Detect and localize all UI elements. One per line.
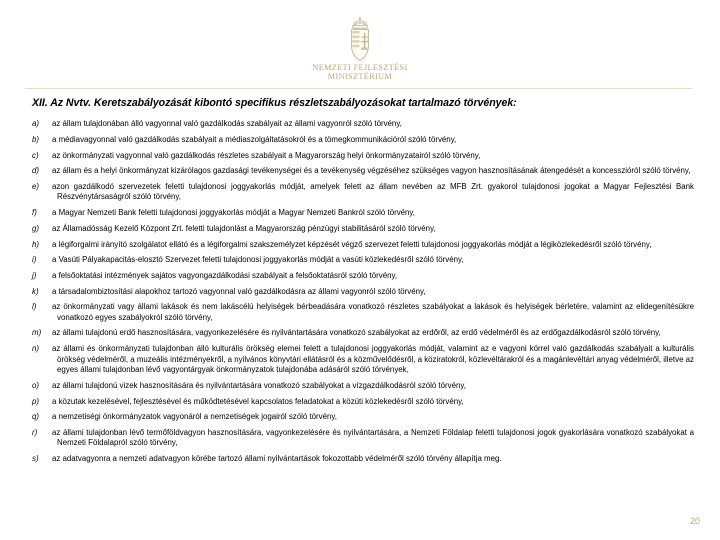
list-item-marker: a): [32, 119, 40, 129]
list-item: [32, 224, 694, 235]
ministry-logo: [0, 16, 720, 82]
list-item-marker: b): [32, 134, 40, 144]
list-item-text: az állami és önkormányzati tulajdonban álló kulturális örökség elemei felett a tulajdonosi joggyakorlás módját, valamint az e vagyoni körrel való gazdálkodás szabályait a kulturális örökség védelméről, a muzeális intézményekről, a nyilvános könyvtári ellátásról és a közművelődésről, a köziratokról, közlevéltárakról és a magánlevéltári anyag védelméről, illetve az egyes állami tulajdonban lévő vagyontárgyak önkormányzatok tulajdonába adásáról szóló törvények,: [52, 344, 694, 375]
page-number: 20: [689, 516, 700, 526]
list-item: [32, 454, 694, 465]
list-item-text: a közutak kezelésével, fejlesztésével és működtetésével kapcsolatos feladatokat a közúti közlekedésről szóló törvény,: [52, 396, 464, 406]
list-item: [32, 151, 694, 162]
list-item-text: az állam és a helyi önkormányzat kizárólagos gazdasági tevékenységei és a tevékenység végzéséhez szükséges vagyon hasznosításának átengedését a koncesszióról szóló törvény,: [52, 166, 691, 176]
list-item: [32, 271, 694, 282]
list-item: [32, 302, 694, 323]
list-item: [32, 119, 694, 130]
list-item-text: az önkormányzati vagy állami lakások és nem lakáscélú helyiségek bérbeadására vonatkozó részletes szabályokat a lakások és helyiségek bérletére, valamint az elidegenítésükre vonatkozó egyes szabályokról szóló törvény,: [52, 302, 694, 322]
list-item-marker: d): [32, 166, 40, 176]
list-item: [32, 255, 694, 266]
list-item: [32, 208, 694, 219]
list-item-text: az Államadósság Kezelő Központ Zrt. feletti tulajdonlást a Magyarország pénzügyi stabilitásáról szóló törvény,: [52, 223, 436, 233]
list-item-marker: n): [32, 344, 40, 354]
list-item-text: a Magyar Nemzeti Bank feletti tulajdonosi joggyakorlás módját a Magyar Nemzeti Bankról szóló törvény,: [52, 208, 415, 218]
list-item-marker: p): [32, 396, 40, 406]
list-item: [32, 240, 694, 251]
list-item-text: a nemzetiségi önkormányzatok vagyonáról a nemzetiségek jogairól szóló törvény,: [52, 412, 337, 422]
list-item-text: a légiforgalmi irányító szolgálatot ellátó és a légiforgalmi szakszemélyzet képzését végző szervezet feletti tulajdonosi joggyakorlás módját a légiközlekedésről szóló törvény,: [52, 239, 652, 249]
list-item-marker: e): [32, 181, 40, 191]
list-item-marker: r): [32, 427, 38, 437]
list-item-marker: f): [32, 208, 37, 218]
list-item-marker: q): [32, 412, 40, 422]
list-item-marker: i): [32, 255, 37, 265]
list-item-text: a Vasúti Pályakapacitás-elosztó Szervezet feletti tulajdonosi joggyakorlás módját a vasúti közlekedésről szóló törvény,: [52, 255, 464, 265]
list-item-marker: h): [32, 239, 40, 249]
ministry-name: [0, 64, 720, 82]
list-item: [32, 381, 694, 392]
law-provision-list: [32, 119, 694, 464]
ministry-name-line1: NEMZETI FEJLESZTÉSI: [312, 63, 408, 72]
list-item: [32, 328, 694, 339]
list-item-marker: m): [32, 328, 42, 338]
list-item: [32, 135, 694, 146]
list-item-text: az állami tulajdonú vizek hasznosítására és nyilvántartására vonatkozó szabályokat a vízgazdálkodásról szóló törvény,: [52, 380, 466, 390]
list-item-marker: o): [32, 380, 40, 390]
list-item-text: az adatvagyonra a nemzeti adatvagyon körébe tartozó állami nyilvántartások fokozottabb védelméről szóló törvény állapítja meg.: [52, 454, 502, 464]
list-item: [32, 182, 694, 203]
list-item-marker: g): [32, 223, 40, 233]
list-item-marker: j): [32, 270, 37, 280]
list-item-marker: l): [32, 302, 37, 312]
list-item: [32, 397, 694, 408]
list-item-text: az állam tulajdonában álló vagyonnal való gazdálkodás szabályait az állami vagyonról szóló törvény,: [52, 119, 402, 129]
header-divider: [25, 88, 692, 89]
list-item-marker: k): [32, 286, 39, 296]
list-item: [32, 428, 694, 449]
list-item: [32, 412, 694, 423]
slide-title: XII. Az Nvtv. Keretszabályozását kibontó specifikus részletszabályozásokat tartalmazó törvények:: [32, 97, 517, 109]
list-item-text: az önkormányzati vagyonnal való gazdálkodás részletes szabályait a Magyarország helyi önkormányzatairól szóló törvény,: [52, 150, 481, 160]
list-item: [32, 287, 694, 298]
list-item-text: a médiavagyonnal való gazdálkodás szabályait a médiaszolgáltatásokról és a tömegkommunikációról szóló törvény,: [52, 134, 457, 144]
hungarian-coat-of-arms-icon: [347, 16, 373, 62]
slide-content: [32, 97, 694, 470]
list-item-text: a társadalombiztosítási alapokhoz tartozó vagyonnal való gazdálkodásra az állami vagyonról szóló törvény,: [52, 286, 426, 296]
list-item-marker: c): [32, 150, 39, 160]
list-item: [32, 344, 694, 376]
ministry-name-line2: MINISZTÉRIUM: [327, 71, 393, 81]
list-item: [32, 166, 694, 177]
list-item-text: azon gazdálkodó szervezetek feletti tulajdonosi joggyakorlás módját, amelyek felett az állam nevében az MFB Zrt. gyakorol tulajdonosi jogokat a Magyar Fejlesztési Bank Részvénytársaságról szóló törvény,: [52, 181, 694, 202]
list-item-text: az állami tulajdonban lévő termőföldvagyon hasznosítására, vagyonkezelésére és nyilvántartására, a Nemzeti Földalap feletti tulajdonosi jogok gyakorlására vonatkozó szabályokat a Nemzeti Földalapról szóló törvény,: [52, 427, 694, 448]
list-item-text: az állami tulajdonú erdő hasznosítására, vagyonkezelésére és nyilvántartására vonatkozó szabályokat az erdőről, az erdő védelméről és az erdőgazdálkodásról szóló törvény,: [52, 328, 661, 338]
list-item-marker: s): [32, 454, 39, 464]
list-item-text: a felsőoktatási intézmények sajátos vagyongazdálkodási szabályait a felsőoktatásról szóló törvény,: [52, 270, 398, 280]
